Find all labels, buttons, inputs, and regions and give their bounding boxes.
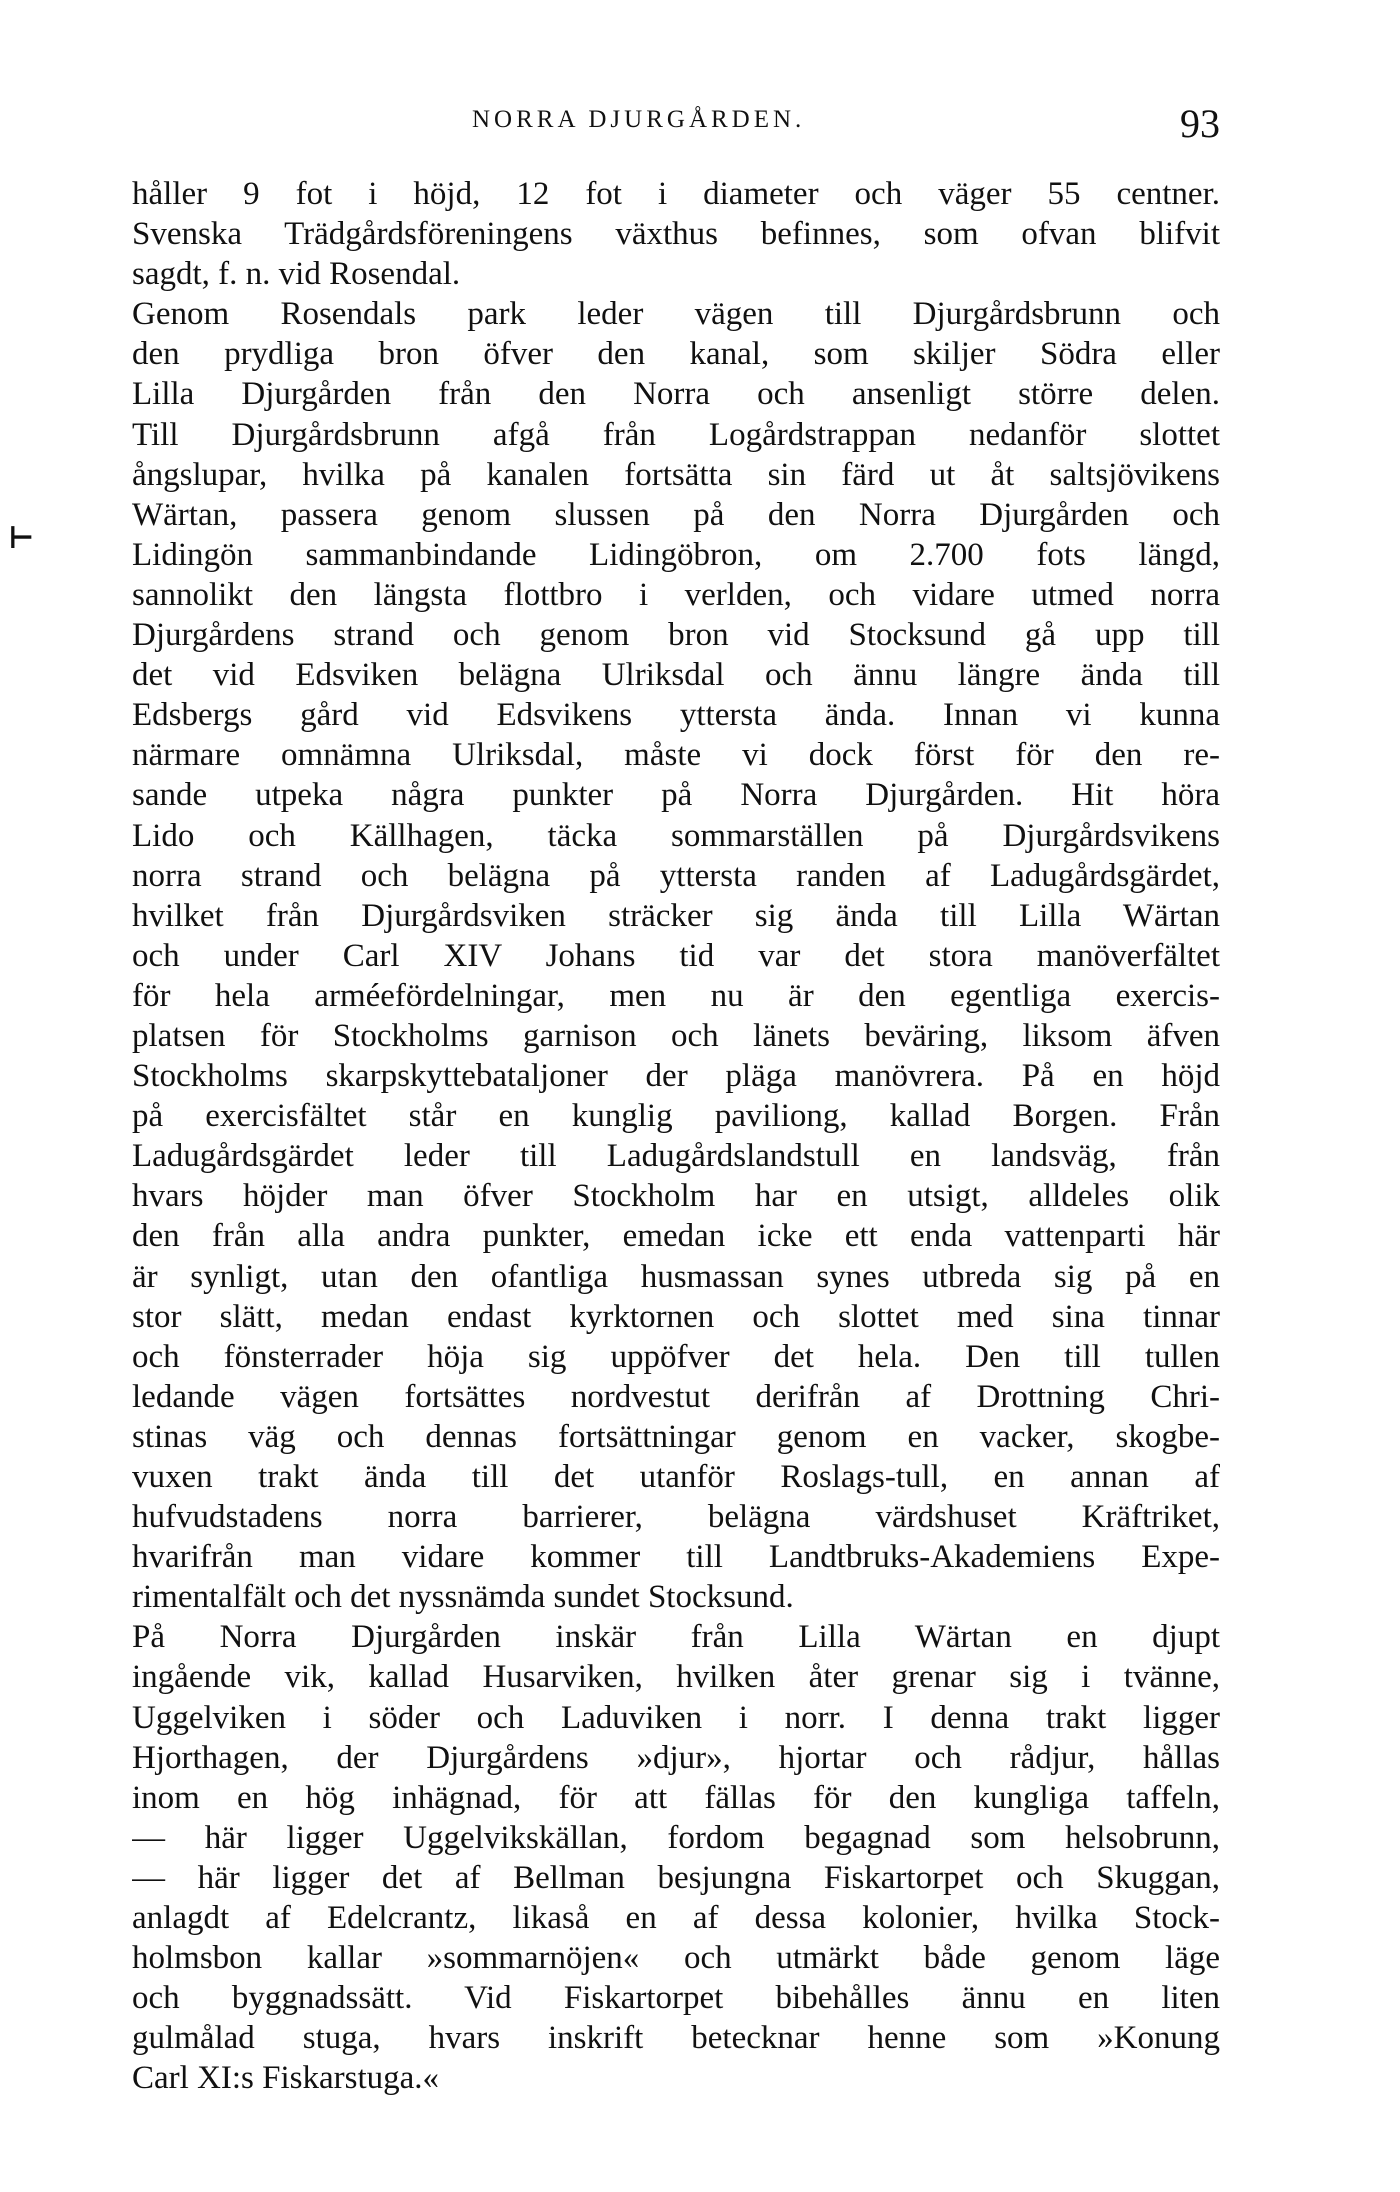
text-line: Carl XI:s Fiskarstuga.« bbox=[132, 2060, 440, 2097]
text-line: Ladugårdsgärdet leder till Ladugårdslandstull en landsväg, från bbox=[132, 1138, 1220, 1175]
text-line: Stockholms skarpskyttebataljoner der pläga manövrera. På en höjd bbox=[132, 1058, 1220, 1095]
text-line: för hela arméefördelningar, men nu är den egentliga exercis- bbox=[132, 977, 1220, 1014]
text-line: anlagdt af Edelcrantz, likaså en af dessa kolonier, hvilka Stock- bbox=[132, 1900, 1220, 1937]
text-line: och under Carl XIV Johans tid var det stora manöverfältet bbox=[132, 937, 1220, 974]
text-line: Uggelviken i söder och Laduviken i norr. I denna trakt ligger bbox=[132, 1699, 1220, 1736]
text-line: och fönsterrader höja sig uppöfver det hela. Den till tullen bbox=[132, 1338, 1220, 1375]
text-line: ångslupar, hvilka på kanalen fortsätta sin färd ut åt saltsjövikens bbox=[132, 456, 1220, 493]
running-head bbox=[132, 100, 1220, 150]
text-line: Svenska Trädgårdsföreningens växthus befinnes, som ofvan blifvit bbox=[132, 216, 1220, 253]
text-line: Edsbergs gård vid Edsvikens yttersta ända. Innan vi kunna bbox=[132, 697, 1220, 734]
text-line: holmsbon kallar »sommarnöjen« och utmärkt både genom läge bbox=[132, 1940, 1220, 1977]
text-line: norra strand och belägna på yttersta randen af Ladugårdsgärdet, bbox=[132, 857, 1220, 894]
text-line: rimentalfält och det nyssnämda sundet Stocksund. bbox=[132, 1579, 794, 1616]
page-number: 93 bbox=[1180, 101, 1220, 146]
text-line: Till Djurgårdsbrunn afgå från Logårdstrappan nedanför slottet bbox=[132, 416, 1220, 453]
text-line: inom en hög inhägnad, för att fällas för den kungliga taffeln, bbox=[132, 1779, 1220, 1816]
running-title: NORRA DJURGÅRDEN. bbox=[472, 106, 806, 133]
text-line: Djurgårdens strand och genom bron vid Stocksund gå upp till bbox=[132, 617, 1220, 654]
margin-mark: ⊢ bbox=[8, 522, 35, 555]
text-line: sagdt, f. n. vid Rosendal. bbox=[132, 256, 461, 293]
text-line: den från alla andra punkter, emedan icke ett enda vattenparti här bbox=[132, 1218, 1220, 1255]
text-line: hvars höjder man öfver Stockholm har en utsigt, alldeles olik bbox=[132, 1178, 1220, 1215]
body-text bbox=[132, 174, 1220, 2099]
text-line: vuxen trakt ända till det utanför Roslags-tull, en annan af bbox=[132, 1459, 1220, 1495]
text-line: stor slätt, medan endast kyrktornen och slottet med sina tinnar bbox=[132, 1298, 1220, 1335]
text-line: gulmålad stuga, hvars inskrift betecknar henne som »Konung bbox=[132, 2020, 1220, 2057]
text-line: Hjorthagen, der Djurgårdens »djur», hjortar och rådjur, hållas bbox=[132, 1739, 1220, 1776]
text-line: det vid Edsviken belägna Ulriksdal och ännu längre ända till bbox=[132, 657, 1220, 694]
text-line: är synligt, utan den ofantliga husmassan synes utbreda sig på en bbox=[132, 1258, 1220, 1295]
text-line: närmare omnämna Ulriksdal, måste vi dock först för den re- bbox=[132, 737, 1220, 774]
text-line: sande utpeka några punkter på Norra Djurgården. Hit höra bbox=[132, 777, 1220, 814]
text-line: Lilla Djurgården från den Norra och ansenligt större delen. bbox=[132, 376, 1220, 413]
text-line: hvarifrån man vidare kommer till Landtbruks-Akademiens Expe- bbox=[132, 1539, 1220, 1576]
text-line: Wärtan, passera genom slussen på den Norra Djurgården och bbox=[132, 496, 1220, 533]
text-line: platsen för Stockholms garnison och länets beväring, liksom äfven bbox=[132, 1017, 1220, 1054]
text-line: ledande vägen fortsättes nordvestut derifrån af Drottning Chri- bbox=[132, 1378, 1220, 1415]
text-line: På Norra Djurgården inskär från Lilla Wärtan en djupt bbox=[132, 1619, 1220, 1656]
text-line: ingående vik, kallad Husarviken, hvilken åter grenar sig i tvänne, bbox=[132, 1659, 1220, 1696]
text-line: på exercisfältet står en kunglig paviliong, kallad Borgen. Från bbox=[132, 1098, 1220, 1135]
text-line: sannolikt den längsta flottbro i verlden, och vidare utmed norra bbox=[132, 576, 1220, 613]
text-line: Lido och Källhagen, täcka sommarställen på Djurgårdsvikens bbox=[132, 817, 1220, 854]
text-line: stinas väg och dennas fortsättningar genom en vacker, skogbe- bbox=[132, 1418, 1220, 1455]
text-line: hufvudstadens norra barrierer, belägna värdshuset Kräftriket, bbox=[132, 1499, 1220, 1536]
text-line: Genom Rosendals park leder vägen till Djurgårdsbrunn och bbox=[132, 296, 1220, 333]
text-line: och byggnadssätt. Vid Fiskartorpet bibehålles ännu en liten bbox=[132, 1980, 1220, 2017]
text-line: håller 9 fot i höjd, 12 fot i diameter och väger 55 centner. bbox=[132, 176, 1220, 212]
text-line: — här ligger det af Bellman besjungna Fiskartorpet och Skuggan, bbox=[132, 1859, 1220, 1896]
text-line: — här ligger Uggelvikskällan, fordom begagnad som helsobrunn, bbox=[132, 1819, 1220, 1856]
text-line: hvilket från Djurgårdsviken sträcker sig ända till Lilla Wärtan bbox=[132, 897, 1220, 934]
text-line: den prydliga bron öfver den kanal, som skiljer Södra eller bbox=[132, 336, 1220, 373]
text-line: Lidingön sammanbindande Lidingöbron, om 2.700 fots längd, bbox=[132, 536, 1220, 573]
